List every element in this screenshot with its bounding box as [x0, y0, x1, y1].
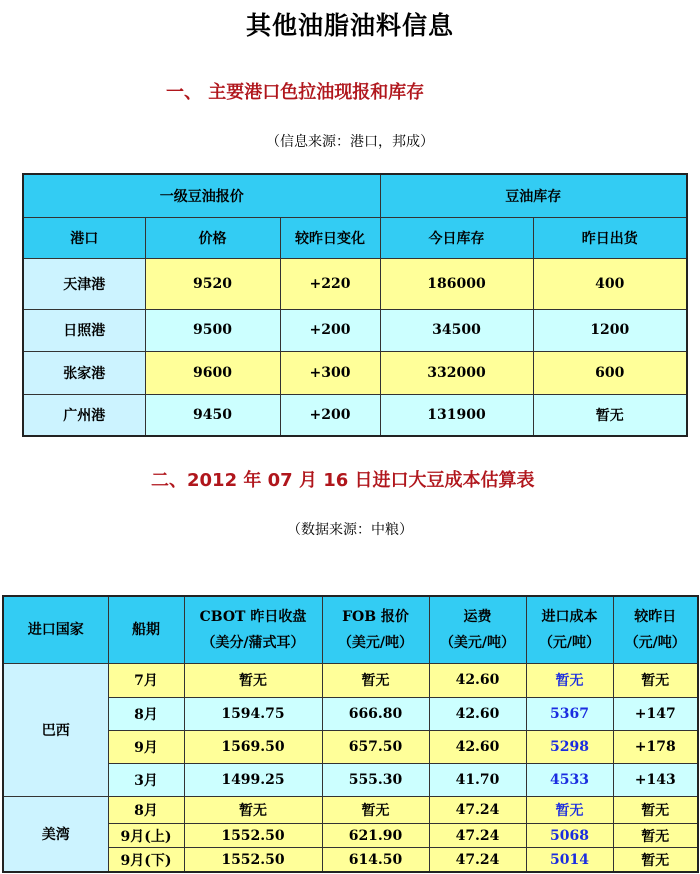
period-cell: 9月(上)	[108, 824, 184, 848]
period-cell: 8月	[108, 797, 184, 824]
table-row	[3, 663, 698, 697]
fob-cell: 暂无	[322, 663, 429, 697]
table-row	[3, 848, 698, 872]
fob-cell: 555.30	[322, 764, 429, 797]
page-title: 其他油脂油料信息	[245, 11, 454, 40]
shipped-cell: 1200	[533, 309, 687, 351]
period-cell: 7月	[108, 663, 184, 697]
cost-cell: 5367	[526, 697, 613, 730]
cbot-cell: 1552.50	[184, 824, 322, 848]
table-row	[23, 394, 687, 436]
fob-cell: 666.80	[322, 697, 429, 730]
stock-cell: 186000	[380, 258, 533, 309]
col-header-port: 港口	[23, 217, 145, 258]
price-cell: 9520	[145, 258, 280, 309]
table-row	[3, 764, 698, 797]
cost-cell: 5014	[526, 848, 613, 872]
freight-cell: 47.24	[429, 824, 526, 848]
change-cell: +220	[280, 258, 380, 309]
price-cell: 9450	[145, 394, 280, 436]
group-header-stock: 豆油库存	[380, 174, 687, 217]
freight-cell: 47.24	[429, 848, 526, 872]
change-cell: +200	[280, 309, 380, 351]
col-header-shipped: 昨日出货	[533, 217, 687, 258]
diff-cell: +147	[613, 697, 698, 730]
col-header-fob-line2: （美元/吨）	[337, 634, 414, 651]
table-row	[3, 824, 698, 848]
freight-cell: 41.70	[429, 764, 526, 797]
shipped-cell: 600	[533, 351, 687, 394]
table-row	[23, 351, 687, 394]
freight-cell: 42.60	[429, 663, 526, 697]
group-header-price: 一级豆油报价	[23, 174, 380, 217]
freight-cell: 42.60	[429, 697, 526, 730]
cost-cell: 5068	[526, 824, 613, 848]
table-row	[3, 697, 698, 730]
fob-cell: 614.50	[322, 848, 429, 872]
section1-title: 一、 主要港口色拉油现报和库存	[166, 82, 425, 103]
diff-cell: 暂无	[613, 797, 698, 824]
port-name: 天津港	[23, 258, 145, 309]
port-name: 日照港	[23, 309, 145, 351]
diff-cell: 暂无	[613, 824, 698, 848]
col-header-diff-line2: （元/吨）	[624, 634, 686, 651]
col-header-country-text: 进口国家	[27, 621, 84, 638]
cost-cell: 5298	[526, 730, 613, 763]
fob-cell: 657.50	[322, 730, 429, 763]
price-cell: 9600	[145, 351, 280, 394]
cbot-cell: 1569.50	[184, 730, 322, 763]
port-name: 广州港	[23, 394, 145, 436]
change-cell: +300	[280, 351, 380, 394]
col-header-period-text: 船期	[132, 621, 160, 638]
section1-source: （信息来源：港口，邦成）	[266, 134, 434, 150]
col-header-cost-line1: 进口成本	[541, 608, 598, 625]
period-cell: 9月(下)	[108, 848, 184, 872]
col-header-freight-line1: 运费	[463, 608, 492, 625]
col-header-cost	[526, 596, 613, 663]
cbot-cell: 暂无	[184, 663, 322, 697]
col-header-cost-line2: （元/吨）	[538, 634, 601, 651]
cbot-cell: 1594.75	[184, 697, 322, 730]
table-row	[23, 309, 687, 351]
period-cell: 3月	[108, 764, 184, 797]
stock-cell: 332000	[380, 351, 533, 394]
col-header-cbot-line2: （美分/蒲式耳）	[201, 634, 305, 651]
col-header-diff	[613, 596, 698, 663]
table-row	[3, 797, 698, 824]
table-row	[23, 258, 687, 309]
cost-cell: 4533	[526, 764, 613, 797]
section2-source: （数据来源：中粮）	[287, 522, 413, 538]
diff-cell: +143	[613, 764, 698, 797]
col-header-stock: 今日库存	[380, 217, 533, 258]
col-header-price: 价格	[145, 217, 280, 258]
col-header-period	[108, 596, 184, 663]
diff-cell: +178	[613, 730, 698, 763]
period-cell: 9月	[108, 730, 184, 763]
cost-cell: 暂无	[526, 663, 613, 697]
stock-cell: 131900	[380, 394, 533, 436]
diff-cell: 暂无	[613, 663, 698, 697]
col-header-country	[3, 596, 108, 663]
cbot-cell: 1499.25	[184, 764, 322, 797]
port-name: 张家港	[23, 351, 145, 394]
fob-cell: 621.90	[322, 824, 429, 848]
fob-cell: 暂无	[322, 797, 429, 824]
price-cell: 9500	[145, 309, 280, 351]
shipped-cell: 暂无	[533, 394, 687, 436]
diff-cell: 暂无	[613, 848, 698, 872]
cost-cell: 暂无	[526, 797, 613, 824]
col-header-freight-line2: （美元/吨）	[439, 634, 516, 651]
shipped-cell: 400	[533, 258, 687, 309]
col-header-diff-line1: 较昨日	[634, 608, 677, 625]
soybean-cost-table	[2, 595, 699, 873]
freight-cell: 47.24	[429, 797, 526, 824]
change-cell: +200	[280, 394, 380, 436]
cbot-cell: 暂无	[184, 797, 322, 824]
col-header-freight	[429, 596, 526, 663]
table-row	[3, 730, 698, 763]
country-cell: 巴西	[3, 663, 108, 796]
cbot-cell: 1552.50	[184, 848, 322, 872]
section2-title: 二、2012 年 07 月 16 日进口大豆成本估算表	[151, 470, 535, 491]
port-oil-table	[22, 173, 688, 437]
col-header-fob	[322, 596, 429, 663]
col-header-cbot-line1: CBOT 昨日收盘	[199, 608, 307, 625]
period-cell: 8月	[108, 697, 184, 730]
freight-cell: 42.60	[429, 730, 526, 763]
country-cell: 美湾	[3, 797, 108, 872]
stock-cell: 34500	[380, 309, 533, 351]
col-header-change: 较昨日变化	[280, 217, 380, 258]
col-header-fob-line1: FOB 报价	[342, 608, 409, 625]
col-header-cbot	[184, 596, 322, 663]
